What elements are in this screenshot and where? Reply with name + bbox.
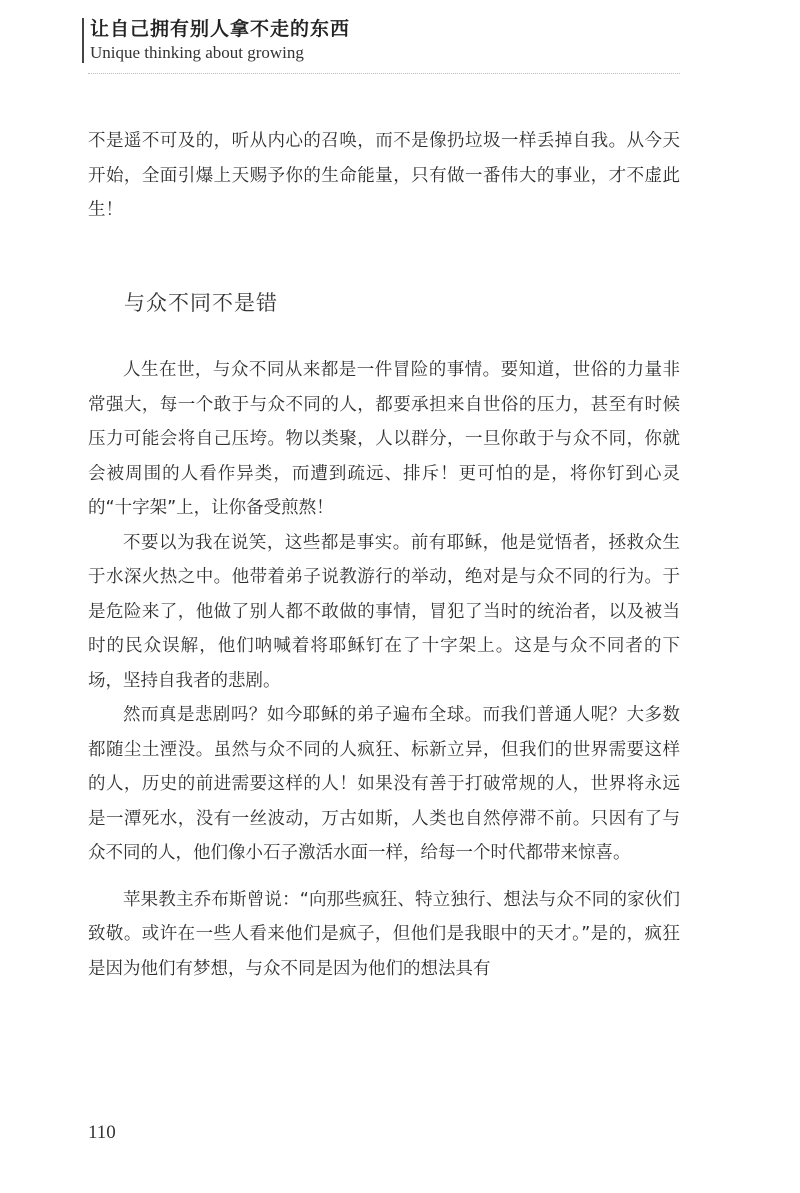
paragraph-3: 然而真是悲剧吗？如今耶稣的弟子遍布全球。而我们普通人呢？大多数都随尘土湮没。虽然与众不同的人疯狂、标新立异，但我们的世界需要这样的人，历史的前进需要这样的人！如果没有善于打破常规的人，世界将永远是一潭死水，没有一丝波动，万古如斯，人类也自然停滞不前。只因有了与众不同的人，他们像小石子激活水面一样，给每一个时代都带来惊喜。	[88, 705, 680, 863]
intro-paragraph: 不是遥不可及的，听从内心的召唤，而不是像扔垃圾一样丢掉自我。从今天开始，全面引爆上天赐予你的生命能量，只有做一番伟大的事业，才不虚此生！	[88, 131, 680, 220]
main-text	[88, 353, 680, 986]
paragraph-1: 人生在世，与众不同从来都是一件冒险的事情。要知道，世俗的力量非常强大，每一个敢于与众不同的人，都要承担来自世俗的压力，甚至有时候压力可能会将自己压垮。物以类聚，人以群分，一旦你敢于与众不同，你就会被周围的人看作异类，而遭到疏远、排斥！更可怕的是，将你钉到心灵的“十字架”上，让你备受煎熬！	[88, 360, 680, 518]
header-divider	[88, 73, 680, 74]
paragraph-4: 苹果教主乔布斯曾说：“向那些疯狂、特立独行、想法与众不同的家伙们致敬。或许在一些人看来他们是疯子，但他们是我眼中的天才。”是的，疯狂是因为他们有梦想，与众不同是因为他们的想法具有	[88, 889, 680, 979]
intro-text	[88, 124, 680, 228]
header-title: 让自己拥有别人拿不走的东西	[90, 18, 351, 40]
header-subtitle: Unique thinking about growing	[90, 42, 304, 62]
paragraph-2: 不要以为我在说笑，这些都是事实。前有耶稣，他是觉悟者，拯救众生于水深火热之中。他带着弟子说教游行的举动，绝对是与众不同的行为。于是危险来了，他做了别人都不敢做的事情，冒犯了当时的统治者，以及被当时的民众误解，他们呐喊着将耶稣钉在了十字架上。这是与众不同者的下场，坚持自我者的悲剧。	[88, 532, 680, 691]
page-number: 110	[88, 1122, 116, 1143]
running-header	[82, 18, 350, 63]
section-title: 与众不同不是错	[124, 291, 278, 315]
